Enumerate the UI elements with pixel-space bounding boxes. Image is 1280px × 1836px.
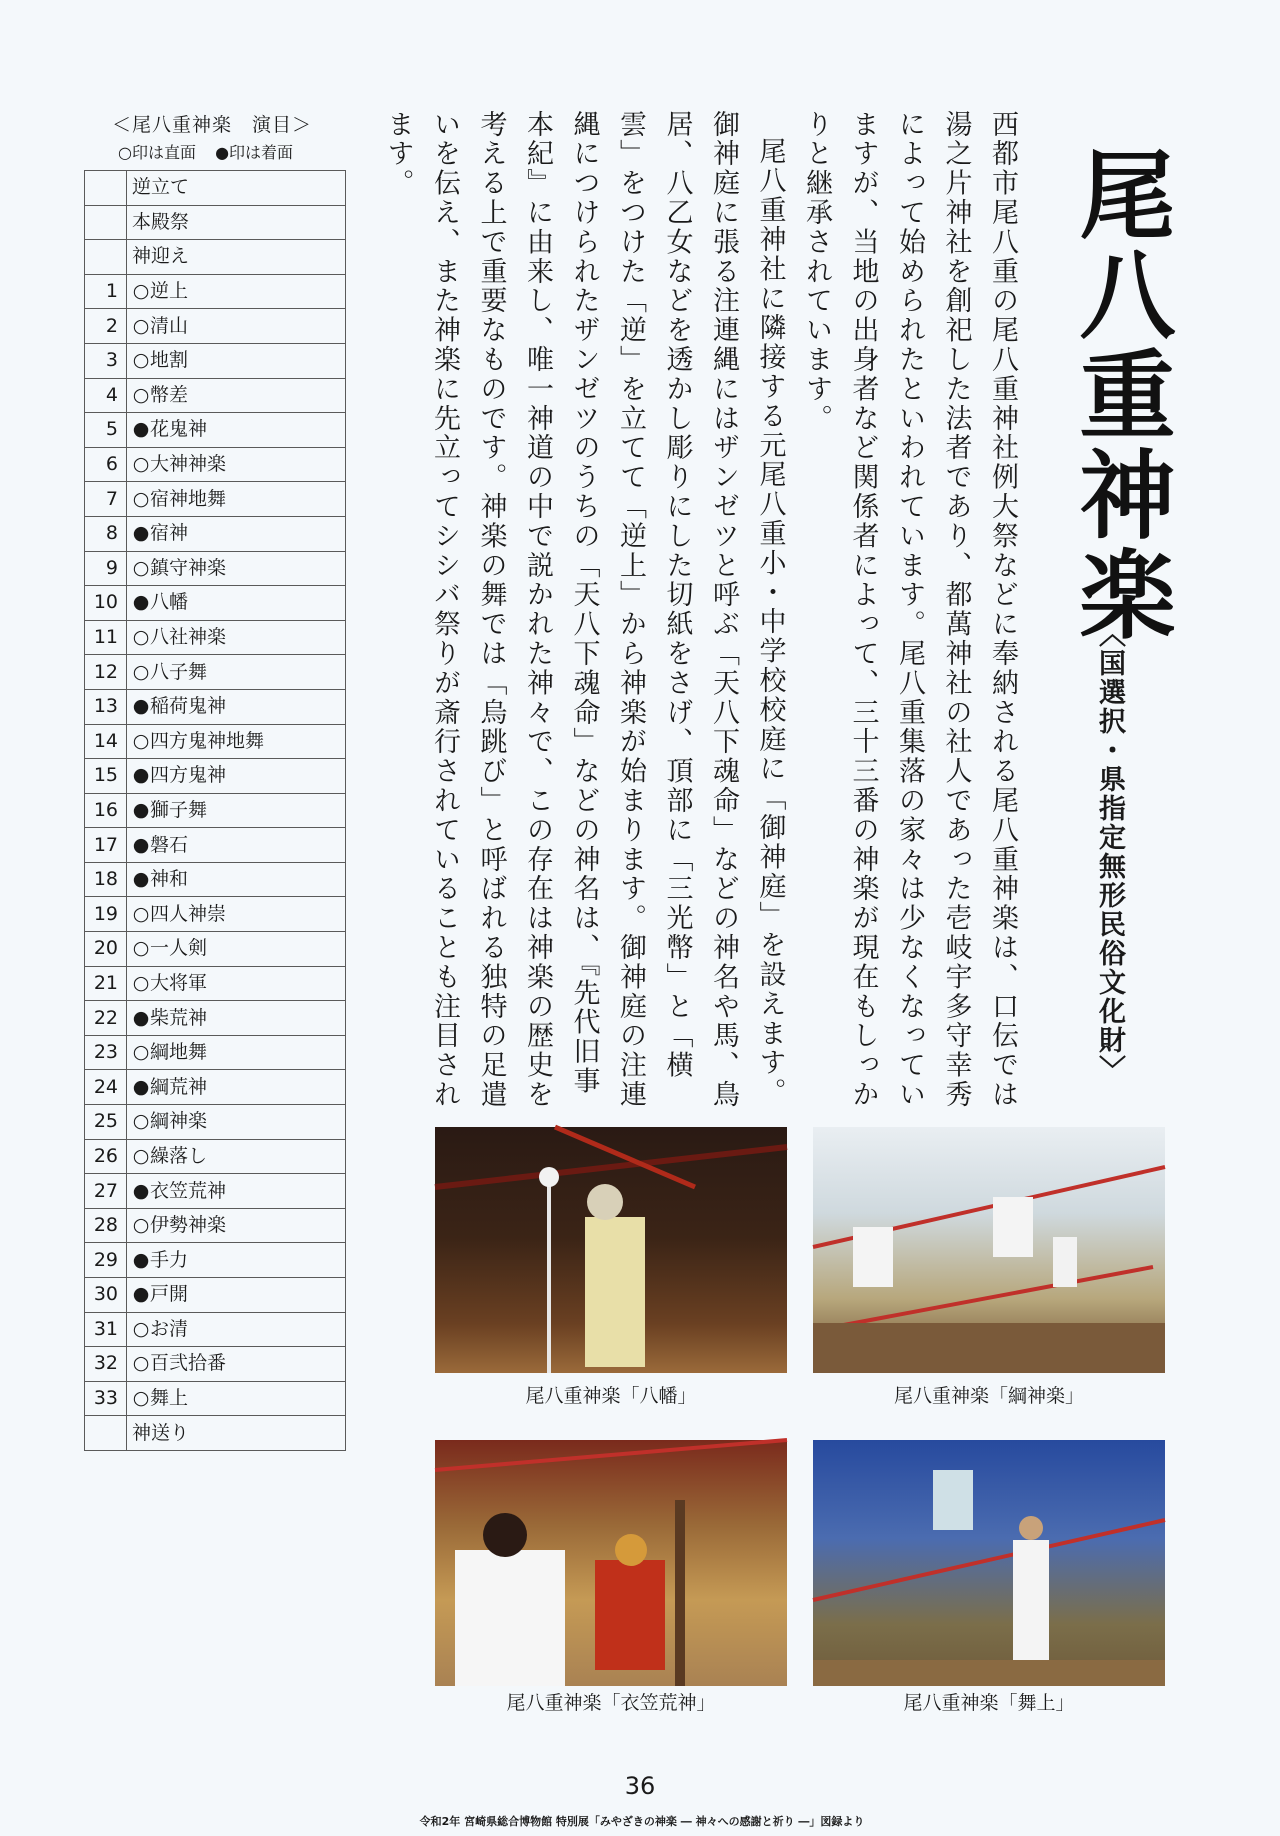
legend-masked: ●印は着面 [215, 143, 294, 162]
program-number: 20 [85, 932, 127, 967]
program-row [85, 1070, 346, 1105]
program-name: 衣笠荒神 [150, 1179, 227, 1202]
mask-mark: ○ [132, 971, 150, 994]
program-number: 24 [85, 1070, 127, 1105]
program-name: 逆立て [132, 176, 190, 199]
mask-mark: ○ [132, 1144, 150, 1167]
mask-mark: ● [132, 868, 150, 891]
caption-3: 尾八重神楽「衣笠荒神」 [506, 1692, 716, 1714]
mask-mark: ○ [132, 1352, 150, 1375]
program-row [85, 966, 346, 1001]
program-row [85, 724, 346, 759]
photo-hachiman [435, 1127, 787, 1373]
mask-mark: ● [132, 695, 150, 718]
program-name: 繰落し [150, 1144, 208, 1167]
program-item [127, 1105, 346, 1140]
program-number: 2 [85, 309, 127, 344]
program-name: 稲荷鬼神 [150, 695, 227, 718]
program-row [85, 586, 346, 621]
designation: 〈国選択・県指定無形民俗文化財〉 [1094, 620, 1125, 1084]
program-number: 8 [85, 516, 127, 551]
program-row [85, 413, 346, 448]
program-item [127, 1347, 346, 1382]
program-row [85, 862, 346, 897]
mask-mark: ○ [132, 1041, 150, 1064]
program-name: 一人剣 [150, 937, 208, 960]
mask-mark: ○ [132, 1387, 150, 1410]
program-row [85, 171, 346, 206]
program-name: 清山 [150, 314, 189, 337]
program-row [85, 343, 346, 378]
program-item [127, 1139, 346, 1174]
program-item [127, 828, 346, 863]
program-item [127, 793, 346, 828]
program-number: 1 [85, 274, 127, 309]
program-row [85, 1416, 346, 1451]
program-item [127, 447, 346, 482]
program-item [127, 1381, 346, 1416]
program-row [85, 482, 346, 517]
program-row [85, 1312, 346, 1347]
program-number: 29 [85, 1243, 127, 1278]
program-item [127, 1035, 346, 1070]
program-item [127, 1278, 346, 1313]
program-item [127, 655, 346, 690]
program-number: 31 [85, 1312, 127, 1347]
footer-source: 令和2年 宮崎県総合博物館 特別展「みやざきの神楽 ― 神々への感謝と祈り ―」図録より [419, 1815, 865, 1828]
program-name: 宿神 [150, 522, 189, 545]
mask-mark: ● [132, 1248, 150, 1271]
program-name: 地割 [150, 349, 189, 372]
program-row [85, 274, 346, 309]
mask-mark: ● [132, 833, 150, 856]
program-item [127, 274, 346, 309]
program-name: 本殿祭 [132, 210, 190, 233]
body-text [382, 110, 1025, 1120]
program-item [127, 378, 346, 413]
program-item [127, 1001, 346, 1036]
mask-mark: ○ [132, 556, 150, 579]
program-number: 26 [85, 1139, 127, 1174]
program-name: 大将軍 [150, 971, 208, 994]
program-row [85, 1001, 346, 1036]
program-number [85, 240, 127, 275]
program-row [85, 205, 346, 240]
program-number: 3 [85, 343, 127, 378]
mask-mark: ○ [132, 626, 150, 649]
page-title: 尾八重神楽 [1064, 145, 1177, 645]
program-number: 11 [85, 620, 127, 655]
program-item [127, 724, 346, 759]
program-item [127, 862, 346, 897]
photo-tsuna-kagura [813, 1127, 1165, 1373]
program-name: 百弐拾番 [150, 1352, 227, 1375]
mask-mark: ○ [132, 660, 150, 683]
program-name: 舞上 [150, 1387, 189, 1410]
program-table [84, 170, 346, 1451]
program-row [85, 1105, 346, 1140]
program-number: 21 [85, 966, 127, 1001]
program-row [85, 620, 346, 655]
mask-mark: ● [132, 1075, 150, 1098]
program-name: 綱地舞 [150, 1041, 208, 1064]
program-row [85, 240, 346, 275]
program-item [127, 1174, 346, 1209]
caption-4: 尾八重神楽「舞上」 [903, 1692, 1075, 1714]
program-number: 32 [85, 1347, 127, 1382]
mask-mark: ● [132, 1006, 150, 1029]
program-number: 9 [85, 551, 127, 586]
program-number: 15 [85, 759, 127, 794]
program-name: 八幡 [150, 591, 189, 614]
program-row [85, 1278, 346, 1313]
mask-mark: ○ [132, 349, 150, 372]
program-name: 手力 [150, 1248, 189, 1271]
program-item [127, 309, 346, 344]
program-name: 四方鬼神地舞 [150, 729, 265, 752]
program-row [85, 1347, 346, 1382]
program-item [127, 586, 346, 621]
program-name: 磐石 [150, 833, 189, 856]
program-number [85, 1416, 127, 1451]
program-item [127, 759, 346, 794]
mask-mark: ○ [132, 902, 150, 925]
program-name: 伊勢神楽 [150, 1214, 227, 1237]
program-item [127, 1243, 346, 1278]
program-item [127, 205, 346, 240]
program-number [85, 205, 127, 240]
program-number: 13 [85, 689, 127, 724]
mask-mark: ○ [132, 314, 150, 337]
program-row [85, 793, 346, 828]
program-number: 33 [85, 1381, 127, 1416]
mask-mark: ○ [132, 487, 150, 510]
photo-kinugasa-kojin [435, 1440, 787, 1686]
mask-mark: ○ [132, 729, 150, 752]
program-row [85, 655, 346, 690]
program-name: 綱荒神 [150, 1075, 208, 1098]
program-item [127, 689, 346, 724]
program-name: 四人神崇 [150, 902, 227, 925]
program-item [127, 482, 346, 517]
program-item [127, 1312, 346, 1347]
program-row [85, 932, 346, 967]
program-name: 神迎え [132, 245, 190, 268]
body-paragraph-2: 尾八重神社に隣接する元尾八重小・中学校校庭に「御神庭」を設えます。御神庭に張る注連縄にはザンゼツと呼ぶ「天八下魂命」などの神名や馬、鳥居、八乙女などを透かし彫りにした切紙をさげ、頂部に「三光幣」と「横雲」をつけた「逆」を立てて「逆上」から神楽が始まります。御神庭の注連縄につけられたザンゼツのうちの「天八下魂命」などの神名は、『先代旧事本紀』に由来し、唯一神道の中で説かれた神々で、この存在は神楽の歴史を考える上で重要なものです。神楽の舞では「烏跳び」と呼ばれる独特の足遣いを伝え、また神楽に先立ってシシバ祭りが斎行されていることも注目されます。 [382, 110, 786, 1110]
mask-mark: ● [132, 1179, 150, 1202]
program-item [127, 1070, 346, 1105]
program-number: 27 [85, 1174, 127, 1209]
program-row [85, 1174, 346, 1209]
program-item [127, 1208, 346, 1243]
mask-mark: ● [132, 764, 150, 787]
program-name: お清 [150, 1317, 189, 1340]
program-name: 綱神楽 [150, 1110, 208, 1133]
mask-mark: ○ [132, 937, 150, 960]
program-item [127, 413, 346, 448]
program-row [85, 551, 346, 586]
program-number: 30 [85, 1278, 127, 1313]
program-number: 10 [85, 586, 127, 621]
program-row [85, 1243, 346, 1278]
program-name: 逆上 [150, 280, 189, 303]
legend-open-mask: ○印は直面 [118, 143, 196, 162]
program-number: 23 [85, 1035, 127, 1070]
program-item [127, 516, 346, 551]
mask-mark: ● [132, 591, 150, 614]
program-name: 幣差 [150, 383, 189, 406]
mask-mark: ○ [132, 1317, 150, 1340]
program-name: 四方鬼神 [150, 764, 227, 787]
body-paragraph-1: 西都市尾八重の尾八重神社例大祭などに奉納される尾八重神楽は、口伝では湯之片神社を創祀した法者であり、都萬神社の社人であった壱岐宇多守幸秀によって始められたといわれています。尾八重集落の家々は少なくなっていますが、当地の出身者など関係者によって、三十三番の神楽が現在もしっかりと継承されています。 [801, 110, 1018, 1110]
program-number: 19 [85, 897, 127, 932]
program-number: 17 [85, 828, 127, 863]
program-name: 戸開 [150, 1283, 189, 1306]
program-number: 16 [85, 793, 127, 828]
mask-mark: ○ [132, 280, 150, 303]
program-row [85, 689, 346, 724]
mask-mark: ● [132, 522, 150, 545]
program-item [127, 171, 346, 206]
photo-maiage [813, 1440, 1165, 1686]
program-name: 柴荒神 [150, 1006, 208, 1029]
program-number: 22 [85, 1001, 127, 1036]
program-number: 4 [85, 378, 127, 413]
program-row [85, 1208, 346, 1243]
program-number: 14 [85, 724, 127, 759]
program-item [127, 897, 346, 932]
program-number [85, 171, 127, 206]
program-item [127, 343, 346, 378]
program-name: 花鬼神 [150, 418, 208, 441]
program-number: 12 [85, 655, 127, 690]
program-name: 鎮守神楽 [150, 556, 227, 579]
program-number: 5 [85, 413, 127, 448]
page-number: 36 [624, 1772, 656, 1800]
program-row [85, 897, 346, 932]
program-item [127, 551, 346, 586]
mask-mark: ○ [132, 1214, 150, 1237]
program-row [85, 378, 346, 413]
program-item [127, 966, 346, 1001]
program-name: 獅子舞 [150, 798, 208, 821]
program-name: 宿神地舞 [150, 487, 227, 510]
mask-mark: ● [132, 798, 150, 821]
mask-mark: ● [132, 418, 150, 441]
program-legend [118, 140, 307, 163]
program-name: 八子舞 [150, 660, 208, 683]
program-row [85, 828, 346, 863]
program-row [85, 447, 346, 482]
program-row [85, 309, 346, 344]
program-item [127, 1416, 346, 1451]
program-number: 7 [85, 482, 127, 517]
caption-2: 尾八重神楽「綱神楽」 [893, 1385, 1084, 1407]
program-row [85, 1381, 346, 1416]
caption-1: 尾八重神楽「八幡」 [525, 1385, 697, 1407]
mask-mark: ○ [132, 1110, 150, 1133]
program-row [85, 516, 346, 551]
mask-mark: ○ [132, 383, 150, 406]
program-item [127, 240, 346, 275]
mask-mark: ○ [132, 453, 150, 476]
mask-mark: ● [132, 1283, 150, 1306]
program-name: 八社神楽 [150, 626, 227, 649]
program-number: 28 [85, 1208, 127, 1243]
program-number: 18 [85, 862, 127, 897]
program-row [85, 1035, 346, 1070]
program-name: 大神神楽 [150, 453, 227, 476]
program-row [85, 759, 346, 794]
program-title: ＜尾八重神楽 演目＞ [112, 114, 313, 136]
program-row [85, 1139, 346, 1174]
program-item [127, 932, 346, 967]
program-name: 神和 [150, 868, 189, 891]
program-name: 神送り [132, 1421, 190, 1444]
program-item [127, 620, 346, 655]
program-number: 6 [85, 447, 127, 482]
program-number: 25 [85, 1105, 127, 1140]
